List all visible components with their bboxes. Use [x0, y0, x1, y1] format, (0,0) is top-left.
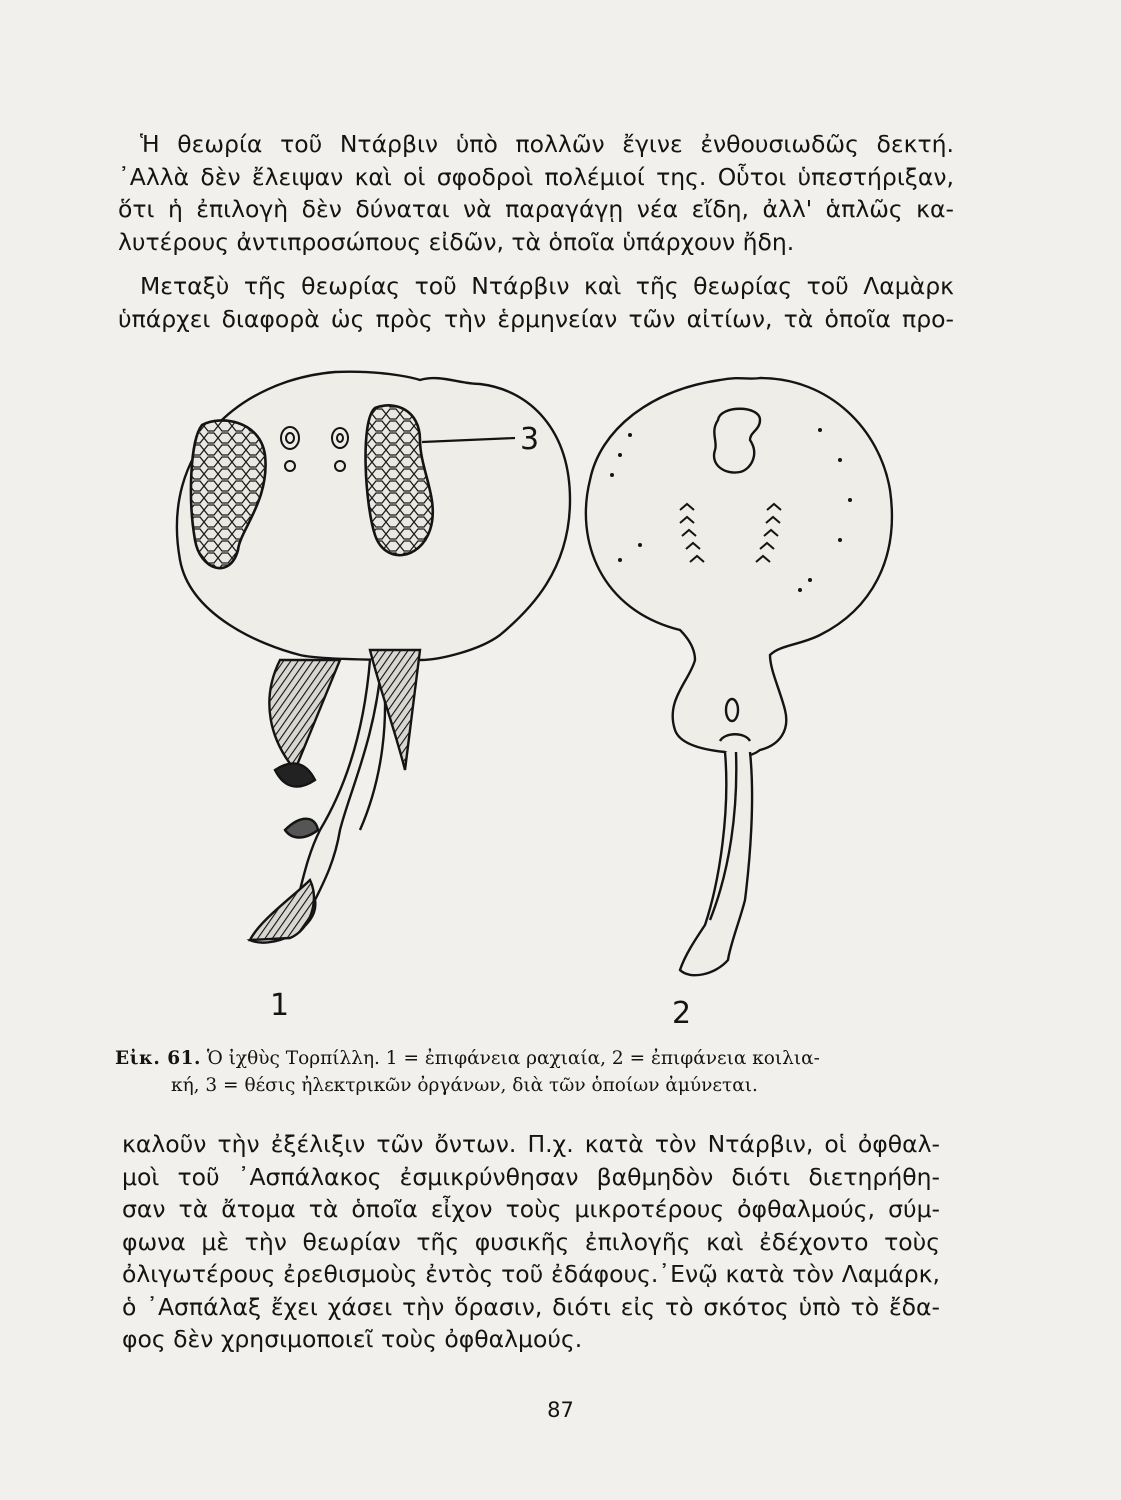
torpedo-fish-figure: [120, 360, 1000, 1040]
caption-text-line-1: Ὁ ἰχθὺς Τορπίλλη. 1 = ἐπιφάνεια ραχιαία, 2 = ἐπιφάνεια κοιλια-: [201, 1048, 820, 1069]
text-line: ὁ ᾿Ασπάλαξ ἔχει χάσει τὴν ὅρασιν, διότι εἰς τὸ σκότος ὑπὸ τὸ ἔδα-: [122, 1292, 940, 1321]
figure-label-ventral: 2: [672, 996, 692, 1031]
text-line: ὑπάρχει διαφορὰ ὡς πρὸς τὴν ἑρμηνείαν τῶν αἰτίων, τὰ ὁποῖα προ-: [118, 304, 954, 333]
text-line: φωνα μὲ τὴν θεωρίαν τῆς φυσικῆς ἐπιλογῆς καὶ ἐδέχοντο τοὺς: [122, 1227, 940, 1256]
paragraph-mole-example: [122, 1128, 940, 1356]
text-line: Μεταξὺ τῆς θεωρίας τοῦ Ντάρβιν καὶ τῆς θεωρίας τοῦ Λαμὰρκ: [140, 272, 954, 300]
caption-figure-ref: Εἰκ. 61.: [115, 1048, 201, 1069]
text-line: ᾿Αλλὰ δὲν ἔλειψαν καὶ οἱ σφοδροὶ πολέμιοί της. Οὗτοι ὑπεστήριξαν,: [118, 162, 954, 191]
text-line: λυτέρους ἀντιπροσώπους εἰδῶν, τὰ ὁποῖα ὑπάρχουν ἤδη.: [118, 227, 795, 256]
text-line: ὀλιγωτέρους ἐρεθισμοὺς ἐντὸς τοῦ ἐδάφους.᾿Ενῷ κατὰ τὸν Λαμάρκ,: [122, 1260, 940, 1288]
ventral-view-fish: [586, 378, 892, 975]
text-line: φος δὲν χρησιμοποιεῖ τοὺς ὀφθαλμούς.: [122, 1325, 583, 1353]
paragraph-darwin-theory-reception: [118, 128, 954, 258]
text-line: Ἡ θεωρία τοῦ Ντάρβιν ὑπὸ πολλῶν ἔγινε ἐνθουσιωδῶς δεκτή.: [140, 130, 954, 158]
paragraph-darwin-lamarck-difference: [118, 270, 954, 335]
text-line: καλοῦν τὴν ἐξέλιξιν τῶν ὄντων. Π.χ. κατὰ τὸν Ντάρβιν, οἱ ὀφθαλ-: [122, 1130, 940, 1158]
text-line: μοὶ τοῦ ᾿Ασπάλακος ἐσμικρύνθησαν βαθμηδὸν διότι διετηρήθη-: [122, 1162, 940, 1191]
text-line: ὅτι ἡ ἐπιλογὴ δὲν δύναται νὰ παραγάγῃ νέα εἴδη, ἀλλ' ἁπλῶς κα-: [118, 195, 954, 223]
caption-text-line-2: κή, 3 = θέσις ἠλεκτρικῶν ὀργάνων, διὰ τῶν ὁποίων ἀμύνεται.: [171, 1075, 758, 1096]
figure-label-electric-organs: 3: [520, 422, 540, 457]
page-number: 87: [547, 1398, 574, 1422]
figure-label-dorsal: 1: [270, 988, 290, 1023]
figure-caption: [115, 1045, 955, 1099]
torpedo-illustration: [120, 360, 1000, 1040]
text-line: σαν τὰ ἄτομα τὰ ὁποῖα εἶχον τοὺς μικροτέρους ὀφθαλμούς, σύμ-: [122, 1195, 940, 1223]
